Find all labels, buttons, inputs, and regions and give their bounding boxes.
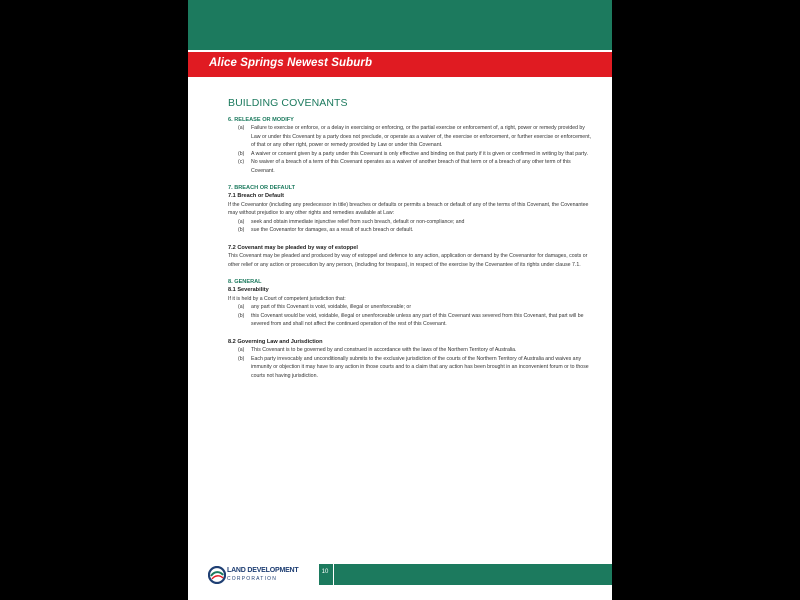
- item-text: seek and obtain immediate injunctive relief from such breach, default or non-compliance; and: [251, 218, 465, 225]
- list-item: [228, 346, 592, 355]
- paragraph: If it is held by a Court of competent jurisdiction that:: [228, 295, 346, 302]
- page-number: 10: [321, 569, 329, 575]
- title-banner: [188, 52, 612, 77]
- item-label: (a): [238, 304, 245, 310]
- item-text: No waiver of a breach of a term of this Covenant operates as a waiver of another breach of that term or of a breach of any other term of this Covenant.: [251, 159, 571, 174]
- item-label: (a): [238, 125, 245, 131]
- section-heading-breach: 7. BREACH OR DEFAULT: [228, 185, 296, 191]
- document-content: [228, 97, 592, 380]
- item-label: (a): [238, 218, 245, 225]
- item-text: this Covenant would be void, voidable, illegal or unenforceable unless any part of this Covenant was severed from this Covenant, that part will be severed from and shall not affect the continued operation of the rest of this Covenant.: [251, 312, 584, 327]
- footer-band: [319, 564, 612, 585]
- item-label: (a): [238, 347, 245, 353]
- item-text: Failure to exercise or enforce, or a delay in exercising or enforcing, or the partial exercise or enforcement of, a right, power or remedy provided by Law or under this Covenant by a party does not preclude, or operate as a waiver of, the exercise or enforcement, or further exercise or enforcement, of that or any other right, power or remedy provided by Law or under this Covenant.: [251, 125, 591, 148]
- list-item: [228, 226, 592, 235]
- list-item: [228, 124, 592, 150]
- item-text: This Covenant is to be governed by and construed in accordance with the laws of the Northern Territory of Australia.: [251, 347, 517, 353]
- list-item: [228, 312, 592, 329]
- list-item: [228, 158, 592, 175]
- paragraph: This Covenant may be pleaded and produced by way of estoppel and defence to any action, application or demand by the Covenantor for damages, costs or other relief or any action or prosecution by any person, (including for trespass), in respect of the exercise by the Covenantee of its rights under clause 7.1.: [228, 253, 588, 268]
- company-logo: [208, 565, 318, 585]
- list-item: [228, 218, 592, 227]
- logo-text-line2: CORPORATION: [227, 576, 278, 582]
- item-text: sue the Covenantor for damages, as a result of such breach or default.: [251, 227, 414, 233]
- document-page: [188, 0, 612, 600]
- list-item: [228, 303, 592, 312]
- item-label: (c): [238, 159, 245, 165]
- subsection-heading: 7.1 Breach or Default: [228, 193, 284, 199]
- banner-title: Alice Springs Newest Suburb: [209, 57, 373, 69]
- list-item: [228, 150, 592, 159]
- header-band: [188, 0, 612, 50]
- logo-swoosh-icon: [208, 566, 226, 584]
- item-text: A waiver or consent given by a party under this Covenant is only effective and binding on that party if it is given or confirmed in writing by that party.: [251, 150, 588, 157]
- item-text: any part of this Covenant is void, voidable, illegal or unenforceable; or: [251, 304, 412, 310]
- section-heading-general: 8. GENERAL: [228, 279, 262, 285]
- item-label: (b): [238, 312, 245, 319]
- list-item: [228, 355, 592, 381]
- paragraph: If the Covenantor (including any predecessor in title) breaches or defaults or permits a breach or default of any of the terms of this Covenant, the Covenantee may without prejudice to any other rights and remedies available at Law:: [228, 201, 589, 216]
- subsection-heading: 7.2 Covenant may be pleaded by way of estoppel: [228, 244, 358, 251]
- footer-divider: [333, 564, 334, 585]
- section-heading-release: 6. RELEASE OR MODIFY: [228, 117, 294, 123]
- subsection-heading: 8.1 Severability: [228, 287, 269, 293]
- item-label: (b): [238, 355, 245, 362]
- item-label: (b): [238, 150, 245, 157]
- item-text: Each party irrevocably and unconditionally submits to the exclusive jurisdiction of the courts of the Northern Territory of Australia and waives any immunity or objection it may have to any action in those courts and to a claim that any action has been brought in an inconvenient forum or to those courts not having jurisdiction.: [251, 355, 589, 379]
- document-title: BUILDING COVENANTS: [228, 97, 348, 109]
- subsection-heading: 8.2 Governing Law and Jurisdiction: [228, 338, 323, 345]
- item-label: (b): [238, 227, 245, 233]
- logo-text-line1: LAND DEVELOPMENT: [227, 567, 299, 574]
